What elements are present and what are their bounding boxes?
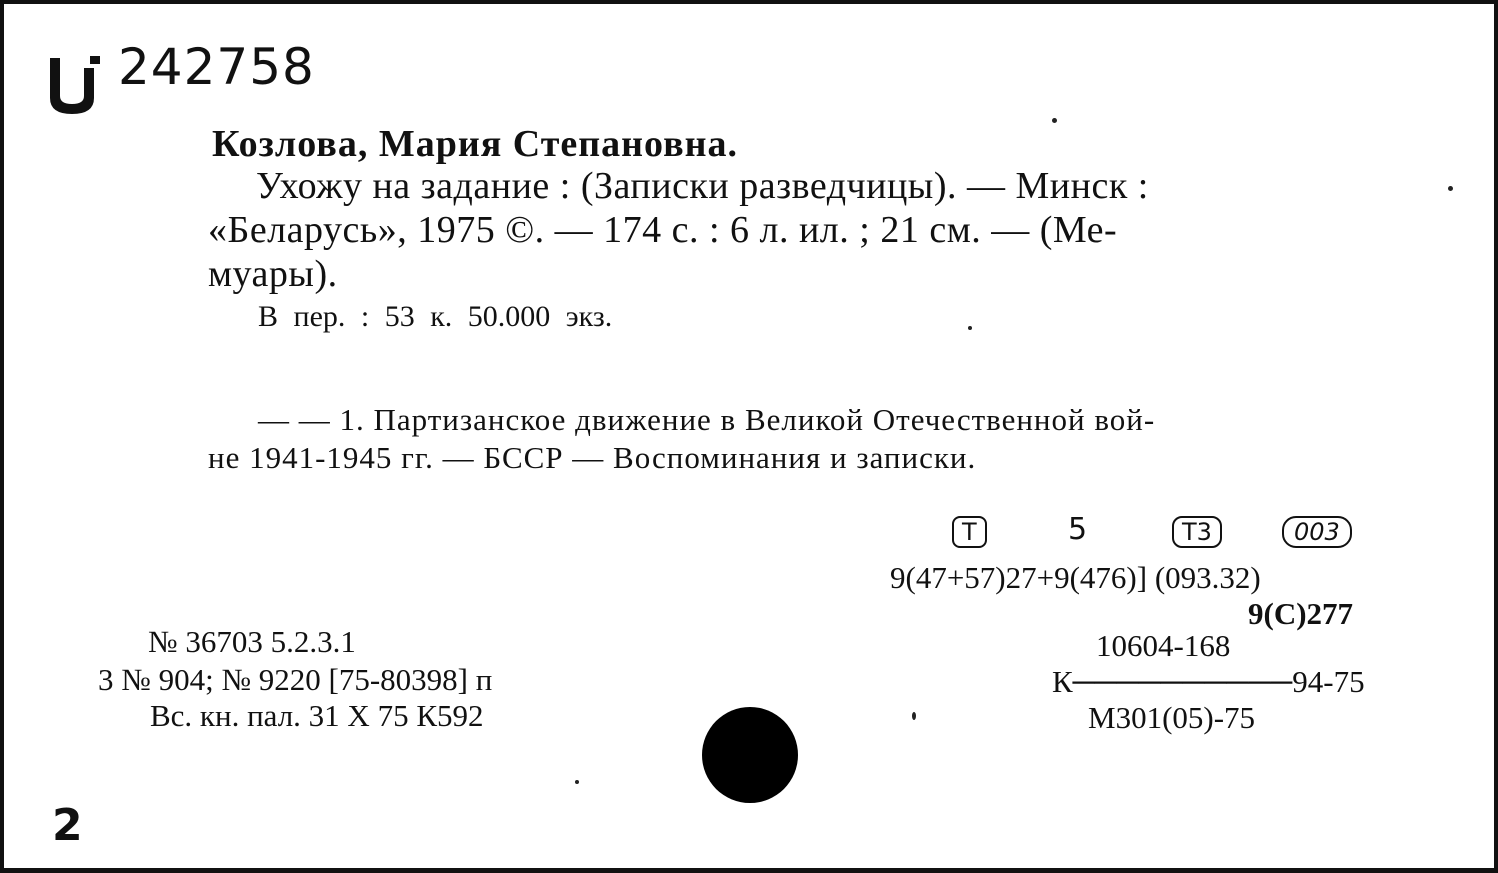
handwritten-corner-mark: 2 xyxy=(52,800,83,851)
punch-hole xyxy=(702,707,798,803)
subject-line-1: — — 1. Партизанское движение в Великой Отечественной вой- xyxy=(258,402,1156,437)
left-stamp-line-3: Вс. кн. пал. 31 Х 75 К592 xyxy=(150,698,484,733)
price-line: В пер. : 53 к. 50.000 экз. xyxy=(258,300,613,333)
speck xyxy=(968,326,972,330)
speck xyxy=(1052,118,1057,123)
right-stamp-bottom: М301(05)-75 xyxy=(1088,700,1256,735)
title-line-1: Ухожу на задание : (Записки разведчицы). — Минск : xyxy=(256,165,1149,207)
annotation-003: 003 xyxy=(1282,516,1352,548)
author-heading: Козлова, Мария Степановна. xyxy=(212,123,739,165)
right-stamp-middle: К──────────94-75 xyxy=(1052,664,1365,699)
classification-line-1: 9(47+57)27+9(476)] (093.32) xyxy=(890,560,1261,595)
title-line-2: «Беларусь», 1975 ©. — 174 с. : 6 л. ил. ; 21 см. — (Ме- xyxy=(208,209,1118,251)
subject-line-2: не 1941-1945 гг. — БССР — Воспоминания и записки. xyxy=(208,440,977,475)
annotation-t: Т xyxy=(952,516,987,548)
annotation-t3: Т3 xyxy=(1172,516,1222,548)
title-line-3: муары). xyxy=(208,253,338,295)
annotation-5: 5 xyxy=(1068,512,1088,547)
classification-line-2: 9(С)277 xyxy=(1248,596,1354,631)
speck xyxy=(912,712,916,720)
left-stamp-line-2: 3 № 904; № 9220 [75-80398] п xyxy=(98,662,493,697)
handwritten-accession-number: 242758 xyxy=(118,38,315,96)
left-stamp-line-1: № 36703 5.2.3.1 xyxy=(148,624,356,659)
speck xyxy=(1448,186,1453,191)
speck xyxy=(575,780,579,784)
library-mark-icon xyxy=(46,48,106,118)
right-stamp-top: 10604-168 xyxy=(1096,628,1231,663)
